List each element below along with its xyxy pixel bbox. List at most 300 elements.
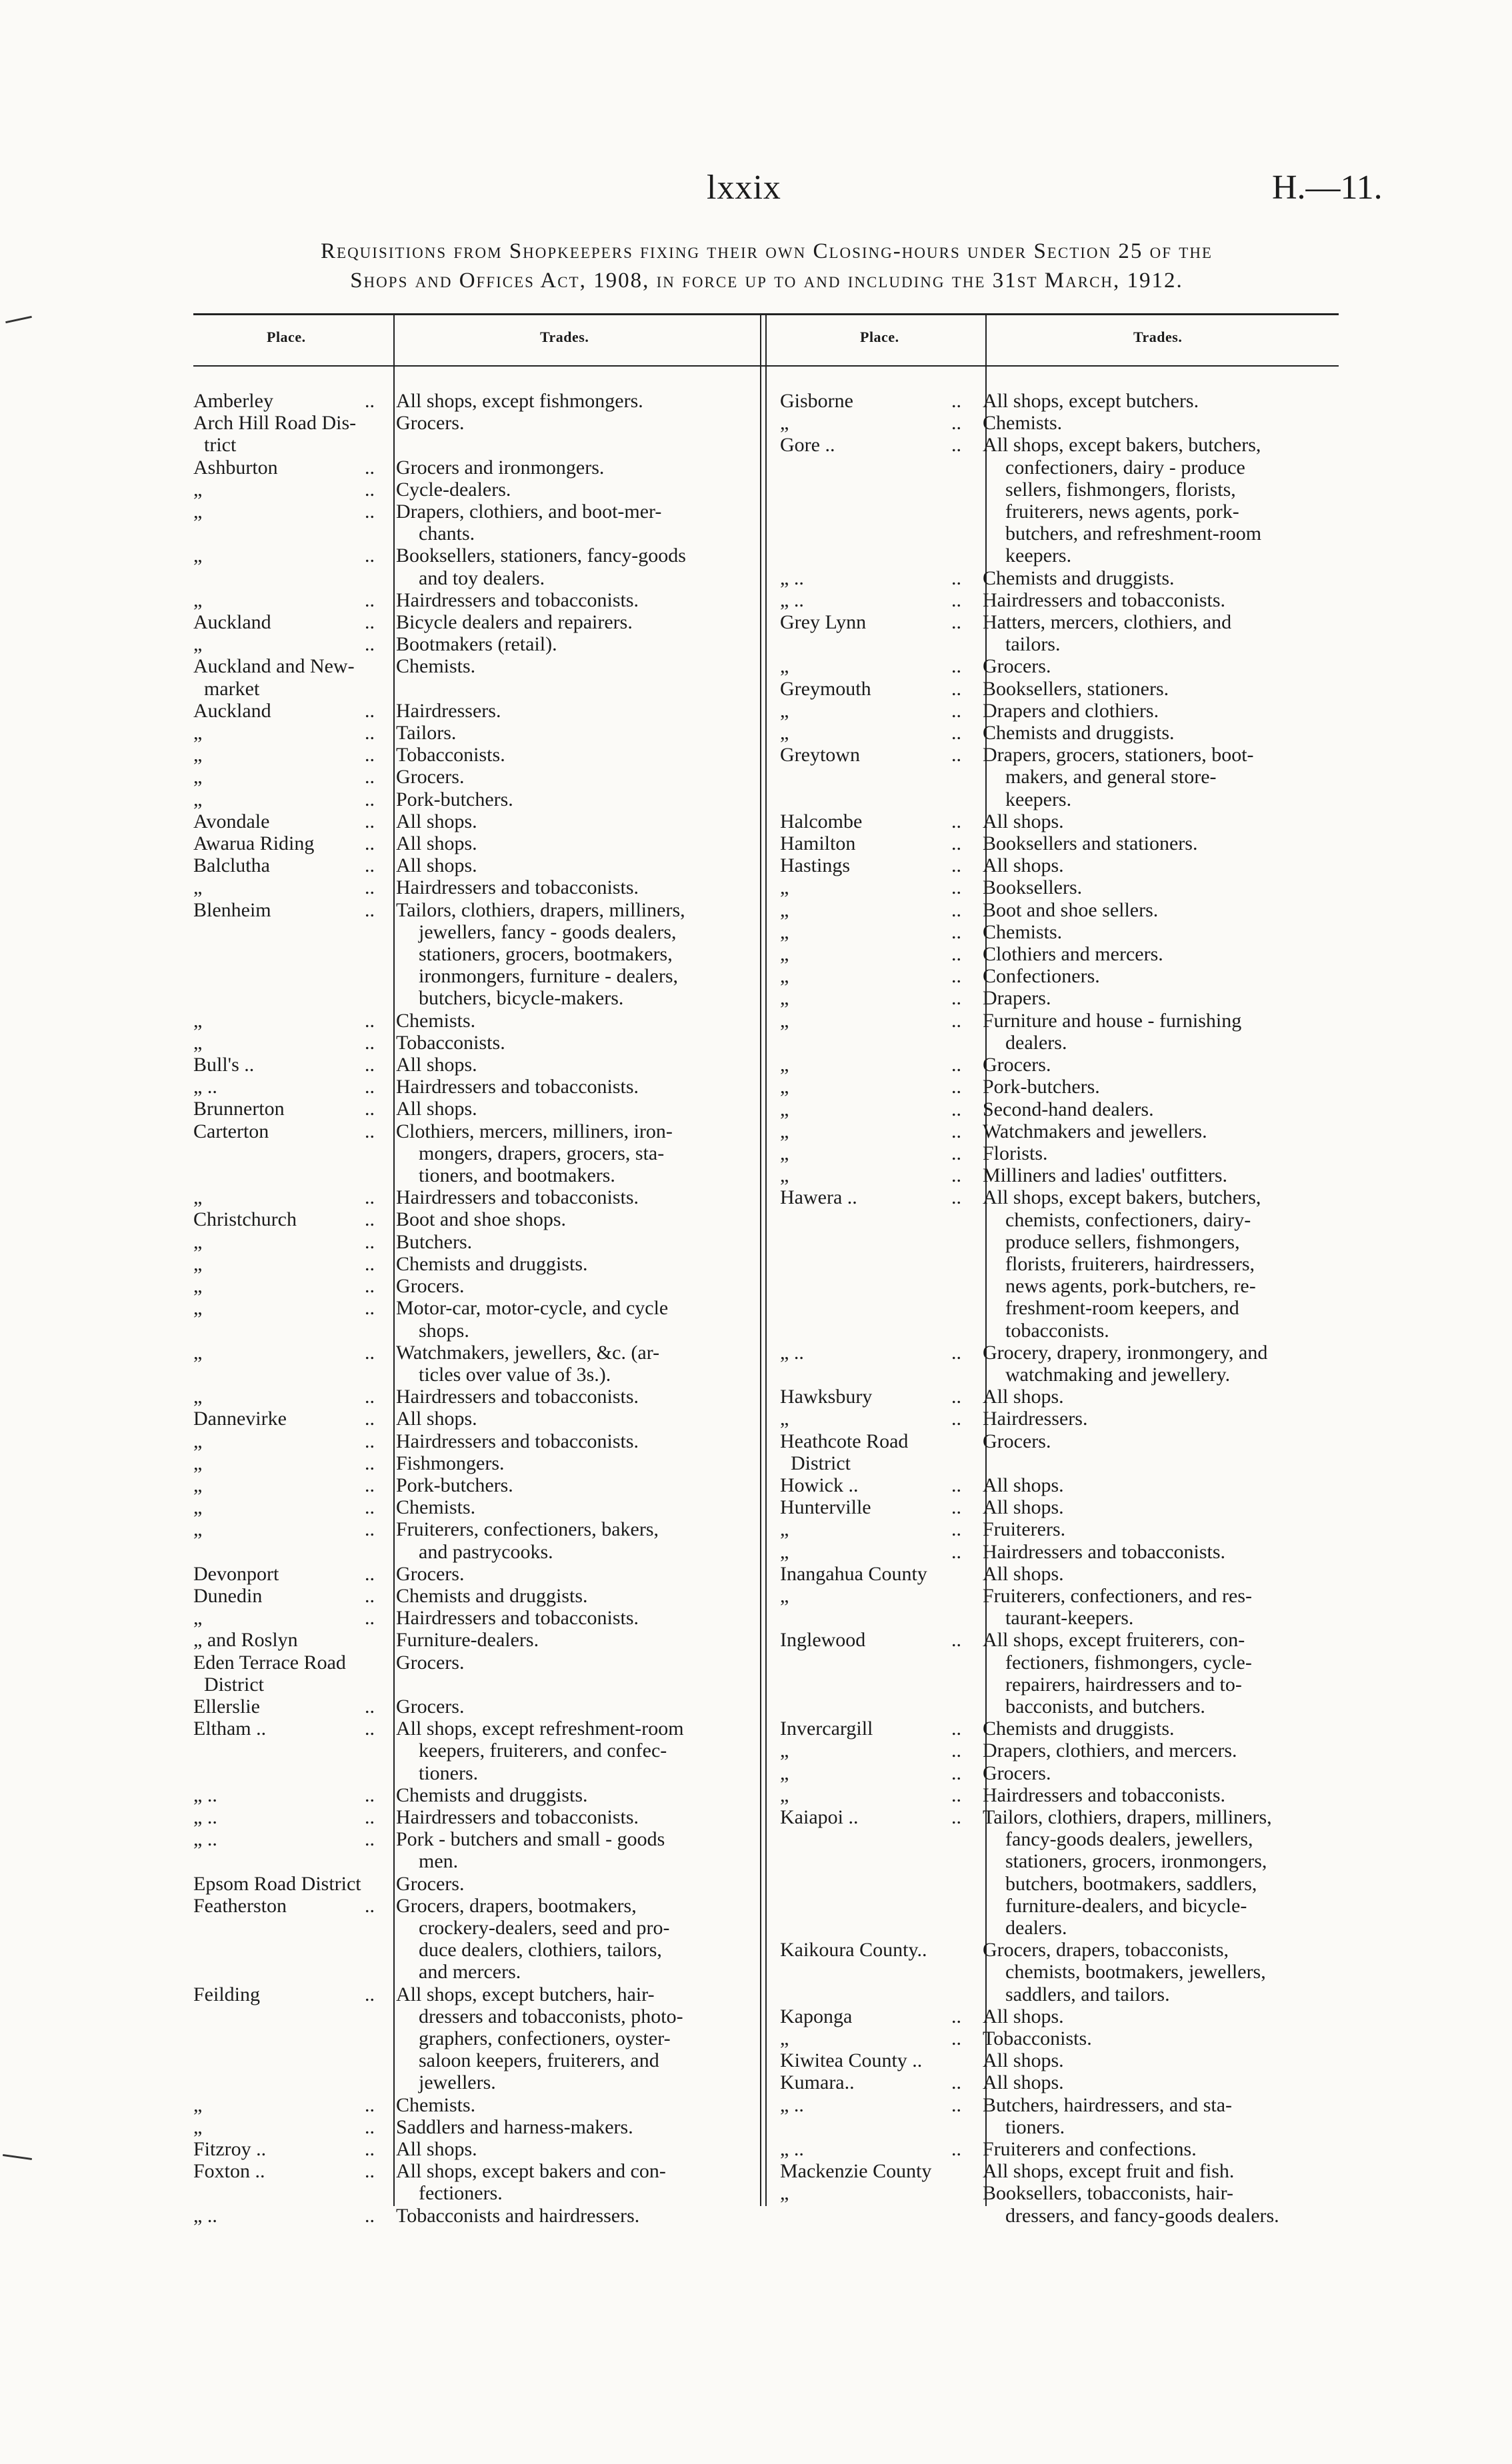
- trades-cell: All shops.: [396, 1408, 477, 1430]
- table-row: [193, 744, 765, 766]
- trades-cell: Fishmongers.: [396, 1452, 505, 1474]
- table-row: [780, 1142, 1352, 1164]
- trades-cell: fectioners, fishmongers, cycle-: [1005, 1651, 1252, 1674]
- table-row: [780, 2182, 1352, 2204]
- place-cell: [780, 943, 973, 965]
- place-cell: [193, 899, 387, 921]
- trades-cell: Butchers, hairdressers, and sta-: [983, 2093, 1233, 2116]
- place-cell: [780, 1674, 973, 1696]
- place-cell: [780, 1098, 973, 1120]
- leader-dots: ..: [365, 456, 375, 479]
- place-name: „: [193, 589, 203, 611]
- place-cell: [193, 1054, 387, 1076]
- trades-cell: Tobacconists.: [983, 2027, 1092, 2050]
- trades-cell: Chemists.: [396, 2093, 476, 2116]
- trades-cell: Chemists and druggists.: [983, 1718, 1175, 1740]
- leader-dots: ..: [951, 744, 961, 766]
- place-name: „: [193, 1452, 203, 1474]
- trades-cell: butchers, and refreshment-room: [1005, 523, 1262, 545]
- trades-cell: tioners.: [1005, 2115, 1065, 2138]
- place-cell: [780, 788, 973, 810]
- trades-cell: bacconists, and butchers.: [1005, 1695, 1205, 1718]
- trades-cell: Hairdressers and tobacconists.: [396, 1186, 639, 1209]
- place-cell: [193, 1076, 387, 1098]
- leader-dots: ..: [951, 1784, 961, 1806]
- table-row: [780, 1850, 1352, 1872]
- table-row: [780, 987, 1352, 1009]
- leader-dots: ..: [951, 965, 961, 988]
- table-row: [780, 1895, 1352, 1917]
- table-row: [193, 2138, 765, 2160]
- leader-dots: ..: [951, 412, 961, 435]
- table-row: [193, 921, 765, 943]
- place-name: Brunnerton: [193, 1098, 285, 1120]
- trades-cell: Chemists and druggists.: [983, 567, 1175, 589]
- place-name: Feilding: [193, 1983, 261, 2005]
- leader-dots: ..: [365, 832, 375, 855]
- place-cell: [193, 965, 387, 987]
- table-row: [193, 1607, 765, 1629]
- table-row: [780, 1474, 1352, 1496]
- trades-cell: Chemists.: [396, 1496, 476, 1519]
- table-row: [193, 2049, 765, 2071]
- table-row: [193, 1297, 765, 1319]
- place-name: „: [780, 1164, 789, 1187]
- place-name: Kaikoura County..: [780, 1939, 927, 1961]
- place-name: „ ..: [193, 1828, 217, 1851]
- place-cell: [193, 390, 387, 412]
- place-cell: [780, 1186, 973, 1208]
- trades-cell: Booksellers, stationers, fancy-goods: [396, 545, 686, 567]
- table-row: [193, 1939, 765, 1961]
- place-cell: [193, 1762, 387, 1784]
- place-name: „: [780, 965, 789, 988]
- place-cell: [193, 1098, 387, 1120]
- table-title-line-2: Shops and Offices Act, 1908, in force up to and including the 31st March, 1912.: [350, 269, 1183, 293]
- table-row: [780, 1010, 1352, 1032]
- place-name: Heathcote Road: [780, 1430, 909, 1452]
- place-name: Kumara..: [780, 2071, 855, 2094]
- place-name: Eden Terrace Road: [193, 1651, 346, 1674]
- trades-cell: Tobacconists.: [396, 1031, 505, 1054]
- leader-dots: ..: [365, 390, 375, 412]
- leader-dots: ..: [365, 1009, 375, 1032]
- trades-cell: Butchers.: [396, 1230, 473, 1253]
- place-cell: [193, 2138, 387, 2160]
- place-name: Hawksbury: [780, 1386, 873, 1408]
- place-cell: [780, 1718, 973, 1740]
- trades-cell: and pastrycooks.: [419, 1540, 553, 1563]
- trades-cell: ironmongers, furniture - dealers,: [419, 965, 679, 988]
- leader-dots: ..: [951, 1474, 961, 1496]
- place-cell: [780, 1032, 973, 1054]
- leader-dots: ..: [951, 677, 961, 700]
- leader-dots: ..: [365, 2138, 375, 2160]
- trades-cell: Hairdressers.: [396, 699, 501, 722]
- place-name: „: [193, 1607, 203, 1630]
- leader-dots: ..: [365, 1252, 375, 1275]
- leader-dots: ..: [365, 1474, 375, 1496]
- trades-cell: Drapers.: [983, 987, 1051, 1010]
- place-cell: [780, 832, 973, 854]
- trades-cell: Second-hand dealers.: [983, 1098, 1154, 1120]
- place-name: Balclutha: [193, 854, 270, 877]
- place-cell: [780, 1740, 973, 1762]
- trades-cell: fruiterers, news agents, pork-: [1005, 501, 1239, 523]
- table-row: [193, 766, 765, 788]
- trades-cell: All shops.: [983, 2049, 1064, 2072]
- trades-cell: Hairdressers and tobacconists.: [396, 876, 639, 899]
- table-row: [193, 1054, 765, 1076]
- table-row: [193, 678, 765, 700]
- trades-cell: jewellers, fancy - goods dealers,: [419, 920, 677, 943]
- place-cell: [780, 2027, 973, 2049]
- trades-cell: [387, 678, 743, 700]
- table-row: [193, 1850, 765, 1872]
- place-name: „: [193, 1252, 203, 1275]
- place-cell: [193, 1895, 387, 1917]
- trades-cell: Grocers.: [396, 1695, 465, 1718]
- place-cell: [193, 1253, 387, 1275]
- table-row: [193, 501, 765, 523]
- place-cell: [193, 2182, 387, 2204]
- trades-cell: chemists, bootmakers, jewellers,: [1005, 1961, 1266, 1983]
- place-cell: [193, 1496, 387, 1518]
- trades-cell: Fruiterers, confectioners, and res-: [983, 1584, 1253, 1607]
- table-row: [193, 434, 765, 456]
- leader-dots: ..: [365, 589, 375, 611]
- leader-dots: ..: [365, 1718, 375, 1740]
- place-cell: [780, 1386, 973, 1408]
- trades-cell: Booksellers and stationers.: [983, 832, 1198, 855]
- place-cell: [193, 1186, 387, 1208]
- table-row: [193, 943, 765, 965]
- place-cell: [193, 567, 387, 589]
- place-name: „: [193, 2115, 203, 2138]
- leader-dots: ..: [951, 2005, 961, 2027]
- place-cell: [780, 2049, 973, 2071]
- table-row: [193, 1983, 765, 2005]
- table-row: [780, 700, 1352, 722]
- leader-dots: ..: [951, 1408, 961, 1430]
- table-row: [193, 1563, 765, 1585]
- leader-dots: ..: [951, 1629, 961, 1652]
- place-cell: [780, 390, 973, 412]
- place-cell: [780, 1873, 973, 1895]
- trades-cell: saddlers, and tailors.: [1005, 1983, 1170, 2005]
- table-row: [193, 589, 765, 611]
- place-cell: [780, 1430, 973, 1452]
- place-cell: [193, 1408, 387, 1430]
- place-cell: [193, 722, 387, 744]
- table-row: [193, 876, 765, 898]
- trades-cell: [387, 434, 743, 456]
- table-row: [193, 1518, 765, 1540]
- place-cell: [193, 832, 387, 854]
- leader-dots: ..: [365, 1784, 375, 1806]
- place-cell: [780, 1452, 973, 1474]
- leader-dots: ..: [951, 1496, 961, 1519]
- place-cell: [193, 1164, 387, 1186]
- place-cell: [780, 1939, 973, 1961]
- table-row: [780, 1275, 1352, 1297]
- place-cell: [193, 1518, 387, 1540]
- trades-cell: Grocers.: [396, 412, 465, 435]
- table-row: [780, 2138, 1352, 2160]
- trades-cell: ticles over value of 3s.).: [419, 1363, 611, 1386]
- place-name: Dannevirke: [193, 1408, 287, 1430]
- table-row: [193, 1452, 765, 1474]
- trades-cell: chants.: [419, 523, 475, 545]
- leader-dots: ..: [365, 1828, 375, 1851]
- leader-dots: ..: [951, 2071, 961, 2094]
- place-cell: [193, 810, 387, 832]
- place-name: trict: [204, 434, 237, 457]
- table-row: [780, 899, 1352, 921]
- place-name: „ ..: [193, 1076, 217, 1098]
- table-row: [780, 1917, 1352, 1939]
- leader-dots: ..: [951, 1518, 961, 1541]
- table-row: [193, 1142, 765, 1164]
- table-row: [193, 2094, 765, 2116]
- trades-cell: Drapers and clothiers.: [983, 699, 1159, 722]
- trades-cell: Furniture-dealers.: [396, 1629, 539, 1652]
- table-row: [780, 1961, 1352, 1983]
- leader-dots: ..: [365, 1054, 375, 1076]
- place-name: Kaponga: [780, 2005, 853, 2027]
- place-name: Kiwitea County ..: [780, 2049, 923, 2072]
- table-row: [780, 1320, 1352, 1342]
- trades-cell: Chemists.: [396, 655, 476, 678]
- table-row: [193, 1740, 765, 1762]
- place-cell: [193, 2160, 387, 2182]
- trades-cell: Chemists.: [983, 412, 1063, 435]
- place-cell: [193, 655, 387, 677]
- trades-cell: repairers, hairdressers and to-: [1005, 1673, 1242, 1696]
- leader-dots: ..: [365, 545, 375, 567]
- place-cell: [780, 1342, 973, 1364]
- place-name: „: [193, 1230, 203, 1253]
- trades-cell: sellers, fishmongers, florists,: [1005, 478, 1236, 501]
- table-row: [193, 987, 765, 1009]
- place-name: „: [780, 1784, 789, 1806]
- place-cell: [780, 611, 973, 633]
- table-row: [780, 1054, 1352, 1076]
- trades-cell: Hairdressers and tobacconists.: [396, 589, 639, 611]
- place-cell: [780, 876, 973, 898]
- place-cell: [193, 2049, 387, 2071]
- place-name: Awarua Riding: [193, 832, 315, 855]
- table-row: [193, 457, 765, 479]
- place-name: Foxton ..: [193, 2160, 265, 2183]
- table-row: [780, 1674, 1352, 1696]
- place-cell: [780, 2160, 973, 2182]
- table-row: [193, 700, 765, 722]
- place-cell: [193, 1563, 387, 1585]
- place-cell: [780, 633, 973, 655]
- place-cell: [780, 1696, 973, 1718]
- place-name: Hunterville: [780, 1496, 871, 1519]
- trades-cell: All shops.: [983, 2071, 1064, 2094]
- trades-cell: news agents, pork-butchers, re-: [1005, 1275, 1256, 1298]
- place-name: „: [193, 1341, 203, 1364]
- place-cell: [780, 1762, 973, 1784]
- table-row: [193, 1208, 765, 1230]
- trades-cell: shops.: [419, 1319, 469, 1342]
- right-table-column: [780, 390, 1352, 2227]
- place-cell: [193, 1430, 387, 1452]
- place-name: „: [193, 501, 203, 523]
- trades-cell: Tailors.: [396, 722, 457, 744]
- table-row: [780, 1098, 1352, 1120]
- place-cell: [193, 1652, 387, 1674]
- place-cell: [193, 1585, 387, 1607]
- trades-cell: All shops.: [396, 1098, 477, 1120]
- place-cell: [780, 2182, 973, 2204]
- place-name: „: [780, 722, 789, 744]
- table-row: [193, 722, 765, 744]
- leader-dots: ..: [365, 1894, 375, 1917]
- place-name: „: [780, 1540, 789, 1563]
- place-cell: [780, 1275, 973, 1297]
- table-row: [193, 479, 765, 501]
- trades-cell: furniture-dealers, and bicycle-: [1005, 1894, 1247, 1917]
- trades-cell: Chemists and druggists.: [396, 1784, 588, 1806]
- trades-cell: All shops.: [983, 1496, 1064, 1519]
- place-name: „: [193, 1430, 203, 1452]
- place-cell: [193, 678, 387, 700]
- place-cell: [193, 854, 387, 876]
- trades-cell: Booksellers, stationers.: [983, 677, 1169, 700]
- leader-dots: ..: [365, 876, 375, 899]
- table-row: [193, 1386, 765, 1408]
- trades-cell: All shops, except bakers, butchers,: [983, 434, 1261, 457]
- leader-dots: ..: [951, 655, 961, 678]
- place-name: „: [780, 1518, 789, 1541]
- place-cell: [780, 1806, 973, 1828]
- place-name: „ ..: [780, 589, 804, 611]
- place-name: „: [193, 478, 203, 501]
- place-name: „: [780, 1142, 789, 1164]
- table-row: [780, 2071, 1352, 2093]
- place-name: Ellerslie: [193, 1695, 260, 1718]
- table-row: [780, 854, 1352, 876]
- leader-dots: ..: [951, 876, 961, 899]
- place-name: Avondale: [193, 810, 270, 832]
- leader-dots: ..: [365, 1386, 375, 1408]
- table-row: [780, 390, 1352, 412]
- place-cell: [193, 1674, 387, 1696]
- place-name: „: [780, 655, 789, 678]
- leader-dots: ..: [951, 1540, 961, 1563]
- place-cell: [780, 1231, 973, 1253]
- trades-cell: Drapers, clothiers, and boot-mer-: [396, 501, 662, 523]
- table-row: [780, 2049, 1352, 2071]
- leader-dots: ..: [951, 2138, 961, 2161]
- leader-dots: ..: [951, 2027, 961, 2050]
- table-row: [780, 1652, 1352, 1674]
- place-name: „: [193, 1186, 203, 1209]
- place-cell: [193, 1696, 387, 1718]
- leader-dots: ..: [365, 1983, 375, 2005]
- table-row: [780, 1032, 1352, 1054]
- place-name: „: [193, 545, 203, 567]
- table-row: [193, 832, 765, 854]
- trades-cell: Grocers.: [983, 1430, 1051, 1452]
- table-row: [193, 965, 765, 987]
- leader-dots: ..: [951, 810, 961, 832]
- place-cell: [780, 899, 973, 921]
- table-row: [193, 2027, 765, 2049]
- trades-cell: All shops.: [396, 1054, 477, 1076]
- trades-cell: butchers, bootmakers, saddlers,: [1005, 1872, 1257, 1895]
- scan-mark: [5, 316, 32, 323]
- leader-dots: ..: [365, 2204, 375, 2227]
- table-row: [193, 1895, 765, 1917]
- table-row: [780, 434, 1352, 456]
- table-row: [780, 1541, 1352, 1563]
- table-row: [780, 1164, 1352, 1186]
- trades-cell: makers, and general store-: [1005, 766, 1217, 788]
- table-row: [780, 1983, 1352, 2005]
- leader-dots: ..: [951, 434, 961, 457]
- trades-cell: Grocers, drapers, tobacconists,: [983, 1939, 1229, 1961]
- trades-cell: Cycle-dealers.: [396, 478, 511, 501]
- leader-dots: ..: [365, 1297, 375, 1320]
- table-row: [193, 390, 765, 412]
- leader-dots: ..: [365, 1341, 375, 1364]
- trades-cell: Pork-butchers.: [983, 1076, 1100, 1098]
- place-cell: [780, 1961, 973, 1983]
- table-row: [193, 1474, 765, 1496]
- leader-dots: ..: [951, 611, 961, 634]
- place-cell: [780, 523, 973, 545]
- place-name: Inangahua County: [780, 1562, 927, 1585]
- trades-cell: tobacconists.: [1005, 1319, 1109, 1342]
- leader-dots: ..: [365, 1120, 375, 1142]
- trades-cell: tailors.: [1005, 633, 1061, 656]
- trades-cell: All shops.: [983, 810, 1064, 832]
- leader-dots: ..: [951, 1341, 961, 1364]
- leader-dots: ..: [951, 1762, 961, 1784]
- table-row: [780, 1452, 1352, 1474]
- place-name: Gore ..: [780, 434, 835, 457]
- trades-cell: Hatters, mercers, clothiers, and: [983, 611, 1232, 634]
- place-name: Epsom Road District: [193, 1872, 361, 1895]
- trades-cell: taurant-keepers.: [1005, 1607, 1134, 1630]
- place-name: „: [780, 699, 789, 722]
- place-name: „: [780, 1120, 789, 1142]
- place-cell: [780, 1054, 973, 1076]
- trades-cell: Boot and shoe shops.: [396, 1208, 566, 1231]
- trades-cell: tioners, and bootmakers.: [419, 1164, 615, 1187]
- place-cell: [780, 567, 973, 589]
- table-row: [193, 854, 765, 876]
- table-row: [193, 1275, 765, 1297]
- trades-cell: Chemists.: [396, 1009, 476, 1032]
- trades-cell: Fruiterers and confections.: [983, 2138, 1197, 2161]
- place-name: Arch Hill Road Dis-: [193, 412, 357, 435]
- place-cell: [193, 1873, 387, 1895]
- trades-cell: Fruiterers.: [983, 1518, 1066, 1541]
- leader-dots: ..: [951, 1718, 961, 1740]
- table-row: [193, 2160, 765, 2182]
- place-cell: [193, 744, 387, 766]
- leader-dots: ..: [365, 478, 375, 501]
- place-name: Gisborne: [780, 390, 853, 412]
- place-name: Ashburton: [193, 456, 278, 479]
- trades-cell: Tailors, clothiers, drapers, milliners,: [983, 1806, 1272, 1828]
